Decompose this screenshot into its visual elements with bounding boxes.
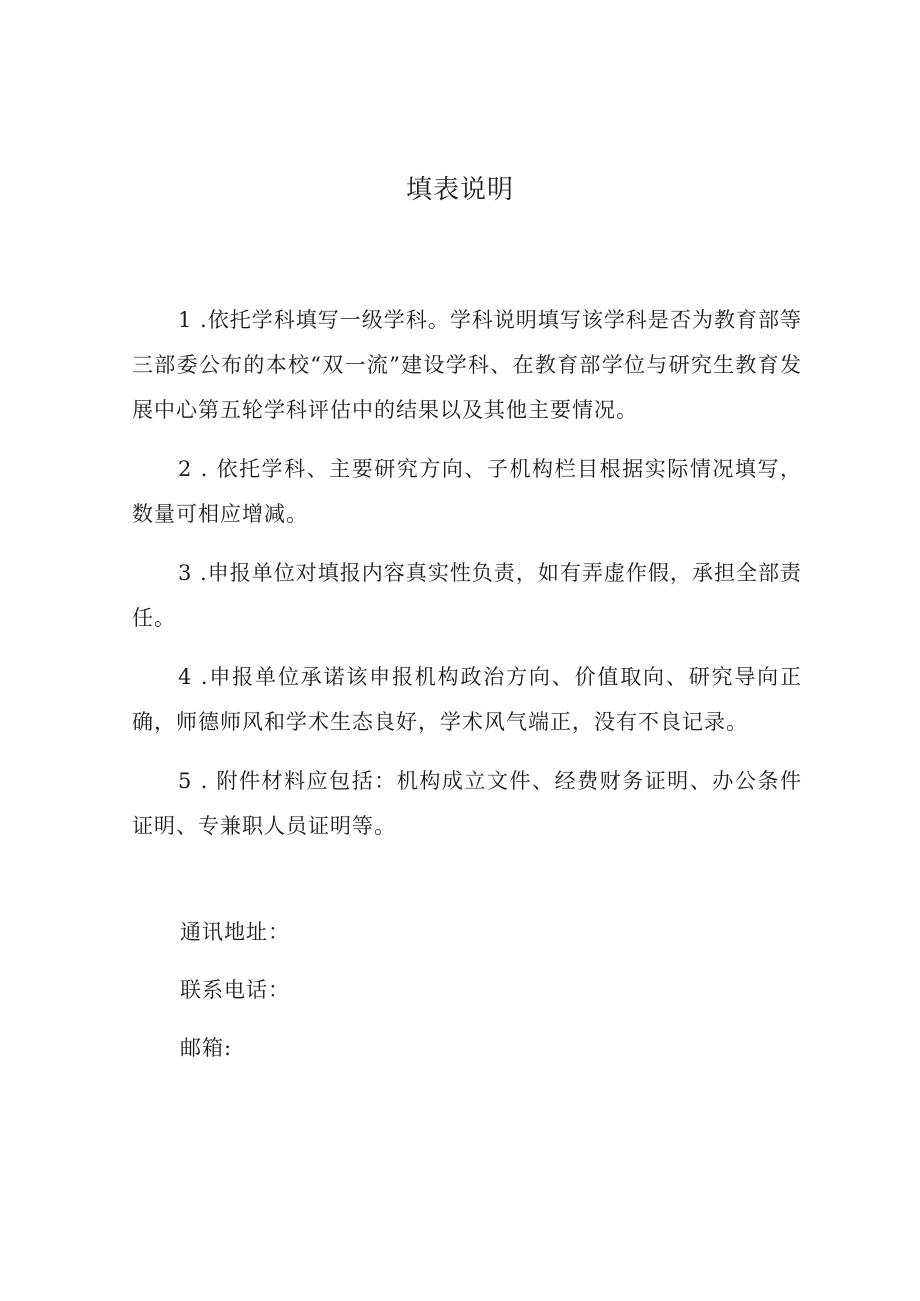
email-label: 邮箱: xyxy=(180,1036,233,1060)
phone-label: 联系电话： xyxy=(180,978,290,1002)
instruction-item-5: 5 . 附件材料应包括：机构成立文件、经费财务证明、办公条件证明、专兼职人员证明等。 xyxy=(132,769,802,838)
instruction-item-2: 2 . 依托学科、主要研究方向、子机构栏目根据实际情况填写，数量可相应增减。 xyxy=(132,457,802,526)
contact-section xyxy=(180,912,290,1086)
instruction-item-3: 3 .申报单位对填报内容真实性负责，如有弄虚作假，承担全部责任。 xyxy=(132,561,802,630)
address-label: 通讯地址： xyxy=(180,920,290,944)
instruction-item-4: 4 .申报单位承诺该申报机构政治方向、价值取向、研究导向正确，师德师风和学术生态良好，学术风气端正，没有不良记录。 xyxy=(132,665,802,734)
instruction-item-1: 1 .依托学科填写一级学科。学科说明填写该学科是否为教育部等三部委公布的本校“双一流”建设学科、在教育部学位与研究生教育发展中心第五轮学科评估中的结果以及其他主要情况。 xyxy=(132,308,802,422)
page-title: 填表说明 xyxy=(405,175,514,205)
instructions-list xyxy=(132,298,802,863)
